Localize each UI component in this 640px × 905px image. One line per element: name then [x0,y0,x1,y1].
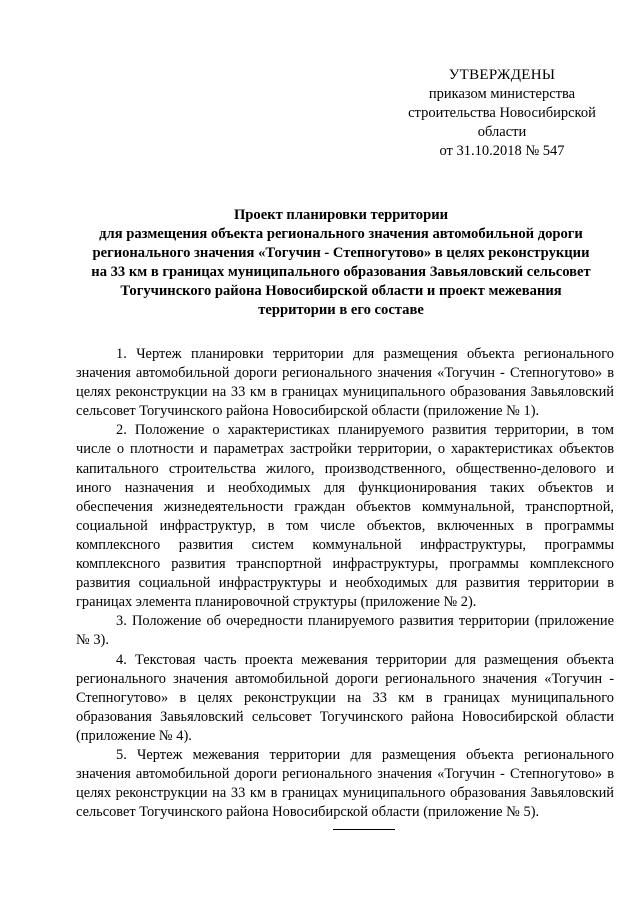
document-body [76,345,614,822]
approval-stamp [392,66,612,161]
title-line: Тогучинского района Новосибирской области и проект межевания [120,283,562,299]
approval-line: приказом министерства [428,86,576,102]
approval-line: области [477,124,527,140]
approval-date-number: от 31.10.2018 № 547 [439,143,565,159]
title-line: территории в его составе [258,302,424,318]
paragraph-item-2: 2. Положение о характеристиках планируемого развития территории, в том числе о плотности и параметрах застройки территории, о характеристиках объектов капитального строительства жилого, производственного, общественно-делового и иного назначения и необходимых для функционирования таких объектов и обеспечения жизнедеятельности граждан объектов коммунальной, транспортной, социальной инфраструктур, в том числе объектов, включенных в программы комплексного развития систем коммунальной инфраструктуры, программы комплексного развития транспортной инфраструктуры, программы комплексного развития социальной инфраструктуры и необходимых для развития территории в границах элемента планировочной структуры (приложение № 2). [76,422,614,611]
approval-heading: УТВЕРЖДЕНЫ [448,67,556,83]
title-line: для размещения объекта регионального значения автомобильной дороги [99,226,583,242]
title-line: Проект планировки территории [233,207,449,223]
paragraph-item-4: 4. Текстовая часть проекта межевания территории для размещения объекта регионального значения автомобильной дороги регионального значения «Тогучин - Степногутово» в целях реконструкции на 33 км в границах муниципального образования Завьяловский сельсовет Тогучинского района Новосибирской области (приложение № 4). [76,651,614,744]
closing-divider [333,829,395,830]
approval-line: строительства Новосибирской [408,105,596,121]
document-title [80,206,602,320]
paragraph-item-5: 5. Чертеж межевания территории для размещения объекта регионального значения автомобильной дороги регионального значения «Тогучин - Степногутово» в целях реконструкции на 33 км в границах муниципального образования Завьяловский сельсовет Тогучинского района Новосибирской области (приложение № 5). [76,746,614,821]
title-line: регионального значения «Тогучин - Степногутово» в целях реконструкции [92,245,590,261]
title-line: на 33 км в границах муниципального образования Завьяловский сельсовет [91,264,591,280]
paragraph-item-1: 1. Чертеж планировки территории для размещения объекта регионального значения автомобильной дороги регионального значения «Тогучин - Степногутово» в целях реконструкции на 33 км в границах муниципального образования Завьяловский сельсовет Тогучинского района Новосибирской области (приложение № 1). [76,346,614,420]
paragraph-item-3: 3. Положение об очередности планируемого развития территории (приложение № 3). [76,613,614,649]
